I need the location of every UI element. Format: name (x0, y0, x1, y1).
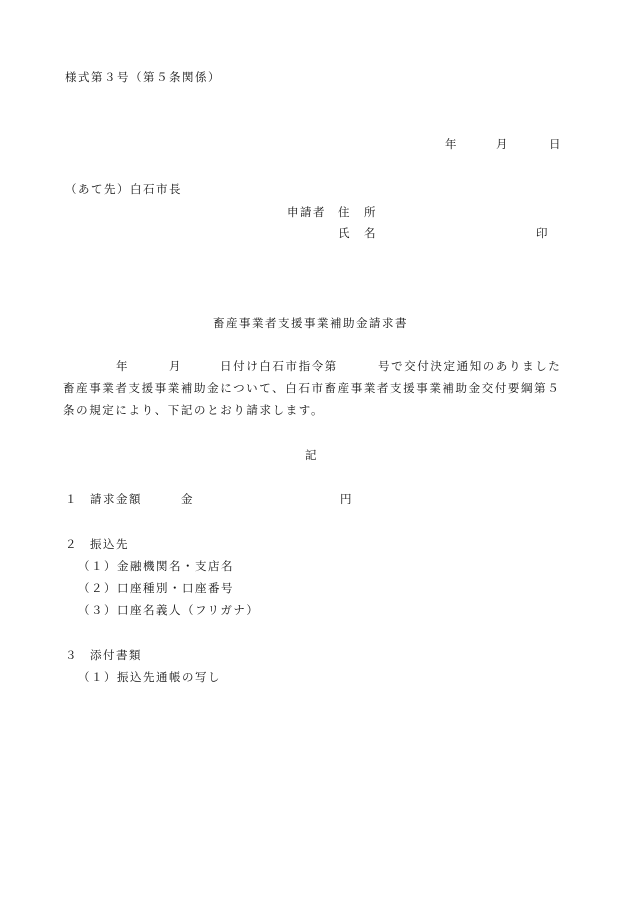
form-number: 様式第３号（第５条関係） (65, 70, 221, 84)
item1-prefix: 金 (181, 492, 194, 506)
seal-mark: 印 (536, 226, 549, 240)
item3-subitem-1: （１）振込先通帳の写し (78, 670, 221, 684)
body-dated-text: 日付け白石市指令第 (220, 359, 338, 373)
item2-subitem-3: （３）口座名義人（フリガナ） (78, 603, 260, 617)
item2-subitem-1: （１）金融機関名・支店名 (78, 559, 234, 573)
document-title: 畜産事業者支援事業補助金請求書 (213, 316, 408, 330)
addressee: （あて先）白石市長 (65, 182, 182, 196)
date-day-label: 日 (549, 137, 562, 151)
item1-label: 請求金額 (90, 492, 142, 506)
item1-number: １ (65, 492, 78, 506)
body-line-2: 畜産事業者支援事業補助金について、白石市畜産事業者支援事業補助金交付要綱第５ (63, 381, 561, 395)
name-label: 氏 名 (338, 226, 377, 240)
item2-subitem-2: （２）口座種別・口座番号 (78, 581, 234, 595)
applicant-label: 申請者 (287, 205, 326, 219)
item3-number: ３ (65, 648, 78, 662)
ki-heading: 記 (305, 448, 318, 462)
body-number-text: 号で交付決定通知のありました (378, 359, 562, 373)
body-year-label: 年 (116, 359, 130, 373)
item2-label: 振込先 (90, 537, 129, 551)
body-month-label: 月 (169, 359, 183, 373)
item1-unit: 円 (340, 492, 353, 506)
item3-label: 添付書類 (90, 648, 142, 662)
date-month-label: 月 (496, 137, 509, 151)
date-year-label: 年 (445, 137, 458, 151)
address-label: 住 所 (338, 205, 377, 219)
body-line-3: 条の規定により、下記のとおり請求します。 (63, 403, 325, 417)
item2-number: ２ (65, 537, 78, 551)
